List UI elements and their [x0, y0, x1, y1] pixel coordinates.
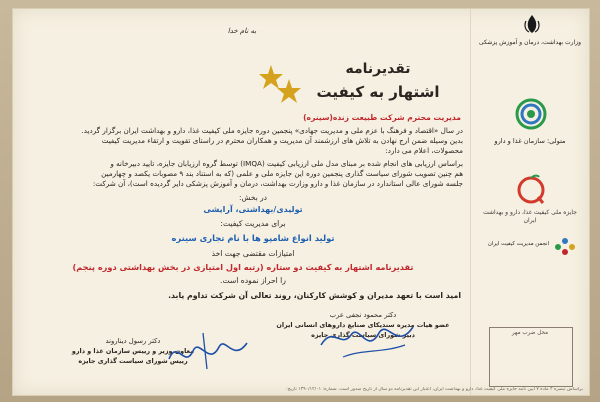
fda-label: متولی: سازمان غذا و دارو [494, 137, 566, 145]
paragraph-2-line-2: هم چنین تصویب شورای سیاست گذاری پنجمین دوره این جایزه ملی و علمی (که به استناد بند ۹ مصوبات یکصد و چهارمین [101, 169, 463, 178]
award-text: تقدیرنامه اشتهار به کیفیت دو ستاره (رتبه اول امتیازی در بخش بهداشتی دوره پنجم) [72, 262, 414, 272]
left-signature-icon [163, 329, 253, 379]
certificate-title: تقدیرنامه [345, 61, 411, 77]
paragraph-2-line-3: جلسه شورای عالی استاندارد در سازمان غذا و دارو وزارت بهداشت، درمان و آموزش پزشکی دایر گردیده است)، آن شرکت: [92, 179, 463, 188]
fda-logo-icon [514, 97, 548, 131]
stamp-label: محل ضرب مهر [511, 330, 549, 336]
left-signer-name: دکتر رسول دیناروند [105, 337, 161, 345]
right-signature-icon [313, 305, 423, 365]
closing-text: امید است با تعهد مدیران و کوشش کارکنان، روند تعالی آن شرکت تداوم یابد. [168, 291, 461, 300]
footer-note: براساس تبصره ۲ ماده ۷ آیین نامه جایزه ملی کیفیت غذا، دارو و بهداشت ایران، اعتبار این تقدیرنامه دو سال از تاریخ صدور است. شماره: ۱۳۹۰/۱۲/۰۱ تاریخ: [286, 387, 583, 392]
quality-award-logo-icon [516, 173, 546, 205]
left-signer-title-1: معاون وزیر و رییس سازمان غذا و دارو [71, 347, 195, 355]
paragraph-2-line-1: براساس ارزیابی های انجام شده بر مبنای مدل ملی ارزیابی کیفیت (IMQA) توسط گروه ارزیابان جایزه، تایید دبیرخانه و [110, 159, 463, 168]
brand-label: برای مدیریت کیفیت: [220, 219, 286, 228]
iran-emblem-icon [521, 13, 543, 35]
section-value: تولیدی/بهداشتی، آرایشی [203, 205, 303, 214]
paragraph-1-line-1: در سال «اقتصاد و فرهنگ با عزم ملی و مدیریت جهادی» پنجمین دوره جایزه ملی کیفیت غذا، دارو و بهداشت ایران برگزار گردید. [81, 126, 463, 135]
paragraph-1-line-2: بدین وسیله ضمن ارج نهادن به تلاش های ارزشمند آن مدیریت و همکاران محترم در راستای تقویت و ارتقاء مدیریت کیفیت [101, 136, 463, 145]
certificate-paper [12, 8, 590, 396]
certificate-subtitle: اشتهار به کیفیت [316, 83, 440, 101]
bismillah: به نام خدا [227, 27, 257, 35]
right-signer-name: دکتر محمود نجفی عرب [329, 311, 397, 319]
sidebar [470, 9, 589, 395]
right-signer-title-1: عضو هیات مدیره سندیکای صنایع داروهای انسانی ایران [276, 321, 450, 329]
right-signer-title-2: دبیر شورای سیاست گذاری جایزه [311, 331, 415, 339]
quality-award-label: جایزه ملی کیفیت غذا، دارو و بهداشت ایران [483, 209, 577, 224]
recipient-name: مدیریت محترم شرکت طبیعت زنده(سینره) [303, 113, 461, 122]
brand-value: تولید انواع شامپو ها با نام تجاری سینره [171, 233, 335, 243]
stamp-box [489, 327, 573, 387]
ministry-name: وزارت بهداشت، درمان و آموزش پزشکی [478, 39, 582, 46]
two-stars-icon [257, 63, 303, 107]
paragraph-1-line-3: محصولات، اعلام می دارد: [385, 146, 463, 155]
points-text: امتیازات مقتضی جهت اخذ [211, 249, 295, 258]
society-logo-icon [553, 235, 577, 257]
achieved-text: را احراز نموده است. [220, 276, 286, 285]
certificate-main [13, 9, 471, 395]
section-label: در بخش: [239, 193, 267, 202]
society-label: انجمن مدیریت کیفیت ایران [487, 241, 549, 247]
left-signer-title-2: رییس شورای سیاست گذاری جایزه [78, 357, 188, 365]
